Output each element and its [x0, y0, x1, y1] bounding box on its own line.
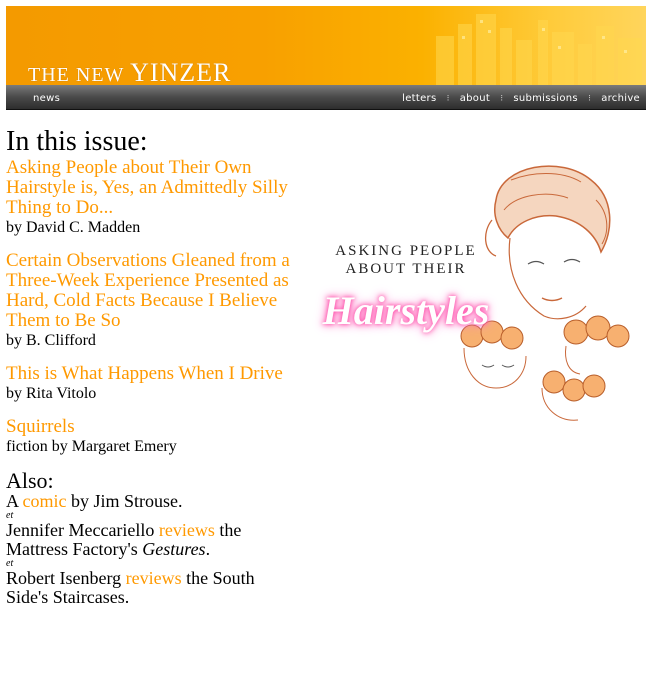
review-link[interactable]: reviews: [125, 568, 182, 588]
nav-separator: ⁝: [446, 94, 450, 104]
hairstyles-feature-image[interactable]: [296, 160, 648, 430]
also-text: Jennifer Meccariello: [6, 520, 159, 540]
exhibit-title: Gestures: [142, 539, 206, 559]
promo-caption: [326, 242, 486, 278]
also-item-review-staircases: [6, 569, 296, 607]
nav-right-links: [402, 93, 640, 104]
also-text: the Mattress Factory's: [6, 520, 242, 559]
article-item: [6, 364, 296, 403]
promo-line-2: ABOUT THEIR: [345, 261, 467, 277]
logo-prefix: THE NEW: [28, 64, 125, 85]
article-title-link[interactable]: Certain Observations Gleaned from a Three-Week Experience Presented as Hard, Cold Facts Because I Believe Them to Be So: [6, 250, 290, 331]
promo-line-1: ASKING PEOPLE: [335, 243, 477, 259]
nav-about-link[interactable]: about: [459, 93, 491, 104]
nav-letters-link[interactable]: letters: [402, 93, 437, 104]
article-title-link[interactable]: Squirrels: [6, 416, 75, 437]
site-banner: [6, 6, 646, 85]
et-separator: et: [6, 558, 14, 569]
review-link[interactable]: reviews: [158, 520, 215, 540]
site-logo[interactable]: [28, 58, 231, 85]
article-title-link[interactable]: This is What Happens When I Drive: [6, 363, 283, 384]
article-byline: by B. Clifford: [6, 332, 96, 349]
article-byline: by David C. Madden: [6, 219, 141, 236]
also-item-review-gestures: [6, 521, 296, 559]
article-item: [6, 417, 296, 456]
logo-name: YINZER: [130, 58, 232, 85]
nav-news-link[interactable]: news: [33, 93, 61, 104]
article-item: [6, 251, 296, 350]
comic-link[interactable]: comic: [22, 491, 67, 511]
also-text: by Jim Strouse.: [66, 491, 183, 511]
nav-separator: ⁝: [588, 94, 591, 104]
article-item: [6, 158, 296, 237]
also-text: .: [205, 539, 211, 559]
also-item-comic: [6, 492, 296, 511]
nav-submissions-link[interactable]: submissions: [513, 93, 578, 104]
issue-heading: In this issue:: [6, 126, 148, 157]
also-text: Robert Isenberg: [6, 568, 126, 588]
promo-hairstyles-word: Hairstyles: [322, 288, 490, 333]
issue-contents: [6, 126, 296, 607]
nav-bar: [6, 85, 646, 110]
nav-archive-link[interactable]: archive: [601, 93, 640, 104]
article-byline: by Rita Vitolo: [6, 385, 97, 402]
article-byline: fiction by Margaret Emery: [6, 438, 177, 455]
also-text: the South Side's Staircases.: [6, 568, 255, 607]
et-separator: et: [6, 510, 14, 521]
nav-separator: ⁝: [500, 94, 504, 104]
also-heading: Also:: [6, 468, 54, 493]
article-title-link[interactable]: Asking People about Their Own Hairstyle is, Yes, an Admittedly Silly Thing to Do...: [6, 157, 288, 218]
also-text: A: [6, 491, 23, 511]
